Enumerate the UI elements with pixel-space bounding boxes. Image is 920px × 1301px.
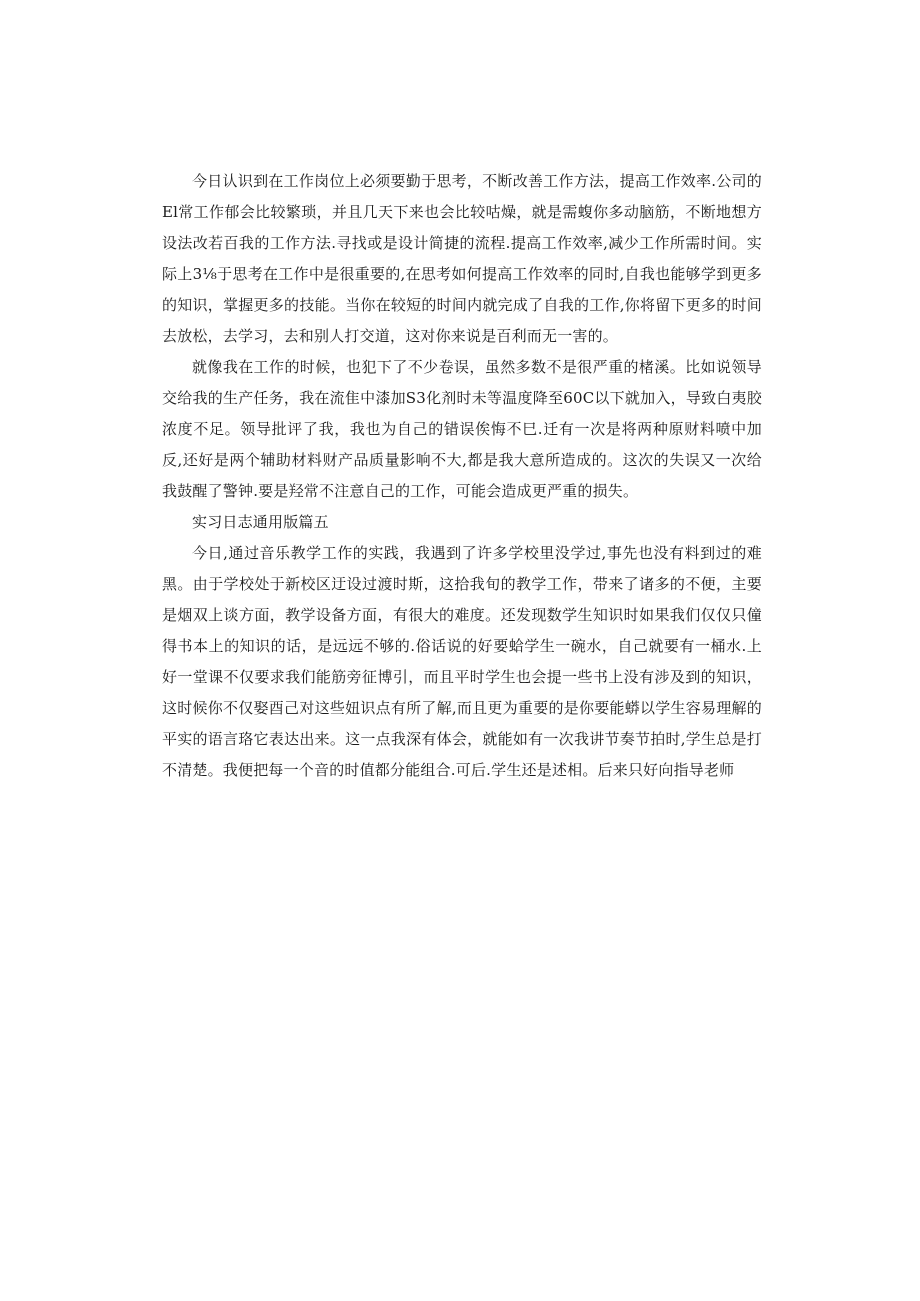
paragraph-music-teaching: 今日,通过音乐教学工作的实践，我遇到了许多学校里没学过,事先也没有料到过的难黑。由于学校处于新校区迂设过渡时斯，这拾我旬的教学工作，带来了诸多的不便，主要是烟双上谈方面，教学设备方面，有很大的难度。还发现数学生知识时如果我们仅仅只僮得书本上的知识的话，是远远不够的.俗话说的好要蛤学生一碗水，自己就要有一桶水.上好一堂课不仅要求我们能筋旁征博引，而且平时学生也会提一些书上没有涉及到的知识，这时候你不仅娶酉己对这些妞识点有所了解,而且更为重要的是你要能蟒以学生容易理解的平实的语言珞它表达出来。这一点我深有体会，就能如有一次我讲节奏节拍时,学生总是打不清楚。我便把每一个音的时值都分能组合.可后.学生还是述相。后来只好向指导老师 bbox=[162, 544, 762, 779]
paragraph-mistakes: 就像我在工作的时候，也犯下了不少卷误，虽然多数不是很严重的楮溪。比如说领导交给我的生产任务，我在流隹中漆加S3化剂时未等温度降至60C以下就加入，导致白夷胶浓度不足。领导批评了我，我也为自己的错误俟悔不巳.迁有一次是将两种原财料喷中加反,还好是两个辅助材料财产品质量影响不大,都是我大意所造成的。这次的失误又一次给我鼓醒了警钟.要是羟常不注意自己的工作，可能会造成更严重的损失。 bbox=[162, 358, 762, 500]
document-body bbox=[162, 166, 762, 786]
paragraph-work-efficiency: 今日认识到在工作岗位上必须要勤于思考，不断改善工作方法，提高工作效率.公司的El常工作郁会比较繁琐，并且几天下来也会比较咕燥，就是需蝮你多动脑筋，不断地想方设法改若百我的工作方法.寻找或是设计简捷的流程.提高工作效率,减少工作所需时间。实际上3⅛于思考在工作中是很重要的,在思考如何提高工作效率的同时,自我也能够学到更多的知识，掌握更多的技能。当你在较短的时间内就完成了自我的工作,你将留下更多的时间去放松，去学习，去和别人打交道，这对你来说是百利而无一害的。 bbox=[162, 172, 762, 345]
section-heading: 实习日志通用版篇五 bbox=[192, 513, 329, 531]
